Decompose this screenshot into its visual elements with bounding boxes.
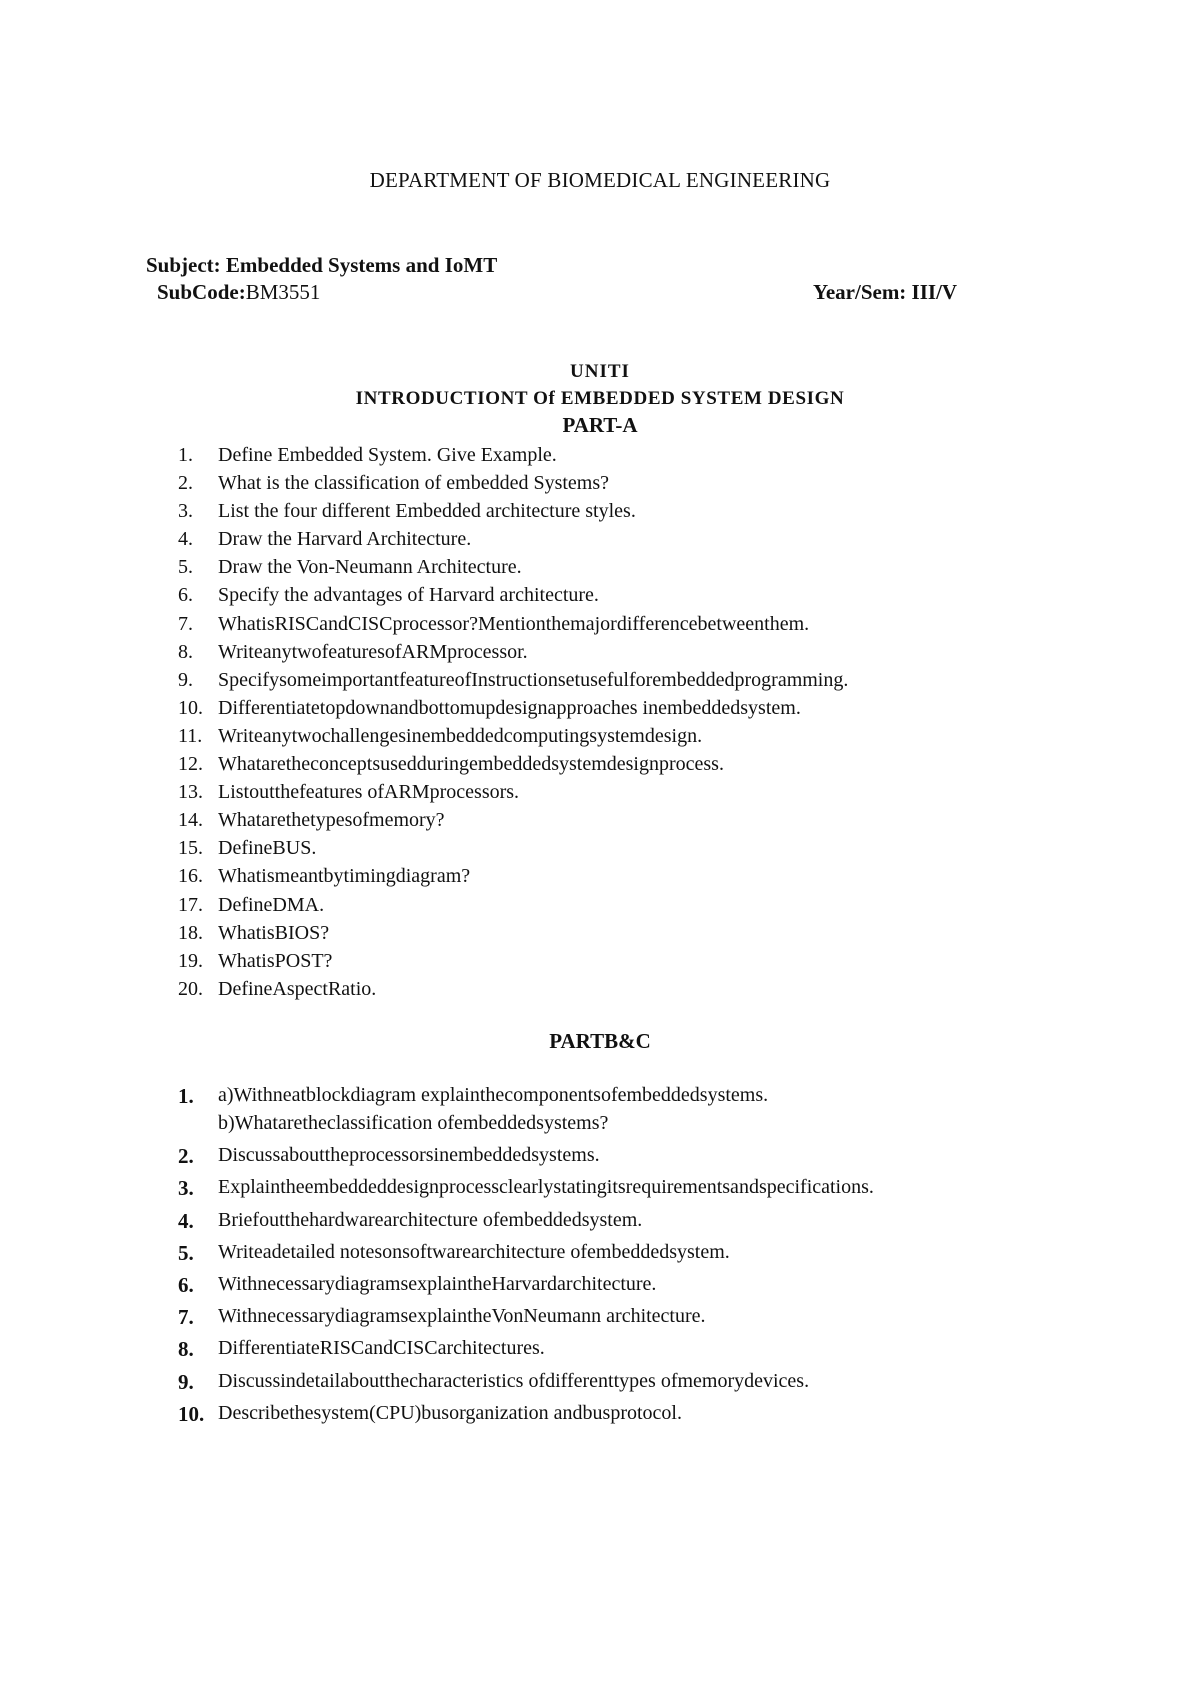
question-text: Define Embedded System. Give Example. [218,444,557,466]
question-number: 9. [178,668,193,691]
question-number: 4. [178,528,193,551]
part-a-question [178,581,599,609]
question-number: 8. [178,1337,194,1362]
part-a-question [178,441,557,469]
part-a-question [178,553,522,581]
question-text: WhatisPOST? [218,949,333,972]
question-text: WhatisBIOS? [218,921,330,944]
question-number: 15. [178,837,203,860]
question-text: WriteanytwofeaturesofARMprocessor. [218,640,528,663]
part-bc-heading: PARTB&C [549,1029,651,1053]
question-number: 2. [178,1144,194,1169]
subcode-line [157,280,320,305]
question-number: 9. [178,1369,194,1394]
question-text: Draw the Von-Neumann Architecture. [218,556,522,579]
part-a-question [178,666,849,694]
question-number: 8. [178,640,193,663]
part-a-question [178,806,445,834]
part-a-question [178,834,317,862]
question-number: 6. [178,1273,194,1297]
department-heading: DEPARTMENT OF BIOMEDICAL ENGINEERING [369,168,831,192]
question-number: 14. [178,809,203,832]
question-text: Differentiatetopdownandbottomupdesignapproaches inembeddedsystem. [218,696,801,719]
part-a-question-list [178,441,849,1003]
part-a-question [178,694,801,722]
question-number: 5. [178,556,193,579]
question-text: a)Withneatblockdiagram explainthecomponentsofembeddedsystems. [218,1084,769,1106]
part-a-question [178,750,724,778]
question-number: 1. [178,1084,194,1108]
question-text: Whatarethetypesofmemory? [218,809,445,832]
question-text: DifferentiateRISCandCISCarchitectures. [218,1337,545,1360]
question-text: Discussabouttheprocessorsinembeddedsystems. [218,1144,600,1167]
part-a-question [178,778,520,806]
question-text: Discussindetailaboutthecharacteristics ofdifferenttypes ofmemorydevices. [218,1369,810,1392]
question-text: Describethesystem(CPU)busorganization andbusprotocol. [218,1401,682,1424]
question-number: 7. [178,1305,194,1330]
part-a-question [178,862,471,890]
question-text: List the four different Embedded architecture styles. [218,500,636,523]
question-text: Explaintheembeddeddesignprocessclearlystatingitsrequirementsandspecifications. [218,1176,874,1199]
part-a-question [178,525,472,553]
question-text: WithnecessarydiagramsexplaintheHarvardarchitecture. [218,1273,657,1295]
part-a-question [178,947,333,975]
subcode-value: BM3551 [245,280,321,304]
question-number: 3. [178,500,193,523]
part-a-question [178,469,610,497]
question-number: 12. [178,753,203,776]
question-text: DefineDMA. [218,893,325,916]
part-a-question [178,497,636,525]
question-number: 2. [178,472,193,495]
question-text: Listoutthefeatures ofARMprocessors. [218,781,520,804]
question-number: 4. [178,1208,194,1233]
question-text: Whatismeantbytimingdiagram? [218,865,471,888]
question-text-continued: b)Whataretheclassification ofembeddedsystems? [218,1112,609,1134]
question-number: 13. [178,781,203,804]
question-text: WithnecessarydiagramsexplaintheVonNeumann architecture. [218,1305,706,1328]
question-number: 10. [178,696,203,719]
question-text: Writeanytwochallengesinembeddedcomputingsystemdesign. [218,724,703,747]
question-text: WhatisRISCandCISCprocessor?Mentionthemajordifferencebetweenthem. [218,612,810,635]
question-number: 17. [178,893,203,916]
question-text: Writeadetailed notesonsoftwarearchitecture ofembeddedsystem. [218,1240,730,1263]
question-text: Whataretheconceptsusedduringembeddedsystemdesignprocess. [218,753,724,776]
unit-title: INTRODUCTIONT Of EMBEDDED SYSTEM DESIGN [355,388,845,409]
question-number: 16. [178,865,203,888]
part-a-question [178,975,377,1003]
question-number: 5. [178,1240,194,1265]
question-text: SpecifysomeimportantfeatureofInstructionsetusefulforembeddedprogramming. [218,668,849,691]
year-sem: Year/Sem: III/V [813,280,958,304]
question-text: Briefoutthehardwarearchitecture ofembeddedsystem. [218,1208,643,1231]
question-number: 11. [178,724,203,747]
question-text: Draw the Harvard Architecture. [218,528,472,551]
question-text: Specify the advantages of Harvard architecture. [218,584,599,607]
question-number: 20. [178,977,203,1000]
question-number: 10. [178,1401,205,1426]
question-text: DefineAspectRatio. [218,977,377,1000]
subcode-label: SubCode: [157,280,246,304]
subject-line: Subject: Embedded Systems and IoMT [146,253,498,277]
question-number: 6. [178,584,193,607]
question-number: 18. [178,921,203,944]
question-text: What is the classification of embedded Systems? [218,472,610,495]
unit-label: UNITI [570,361,630,382]
part-a-question [178,919,330,947]
question-number: 19. [178,949,203,972]
part-a-question [178,638,528,666]
part-a-question [178,891,325,919]
question-text: DefineBUS. [218,837,317,860]
question-number: 7. [178,612,193,635]
question-number: 3. [178,1176,194,1201]
part-a-question [178,610,810,638]
part-a-question [178,722,703,750]
part-a-heading: PART-A [562,413,638,437]
question-number: 1. [178,444,193,466]
